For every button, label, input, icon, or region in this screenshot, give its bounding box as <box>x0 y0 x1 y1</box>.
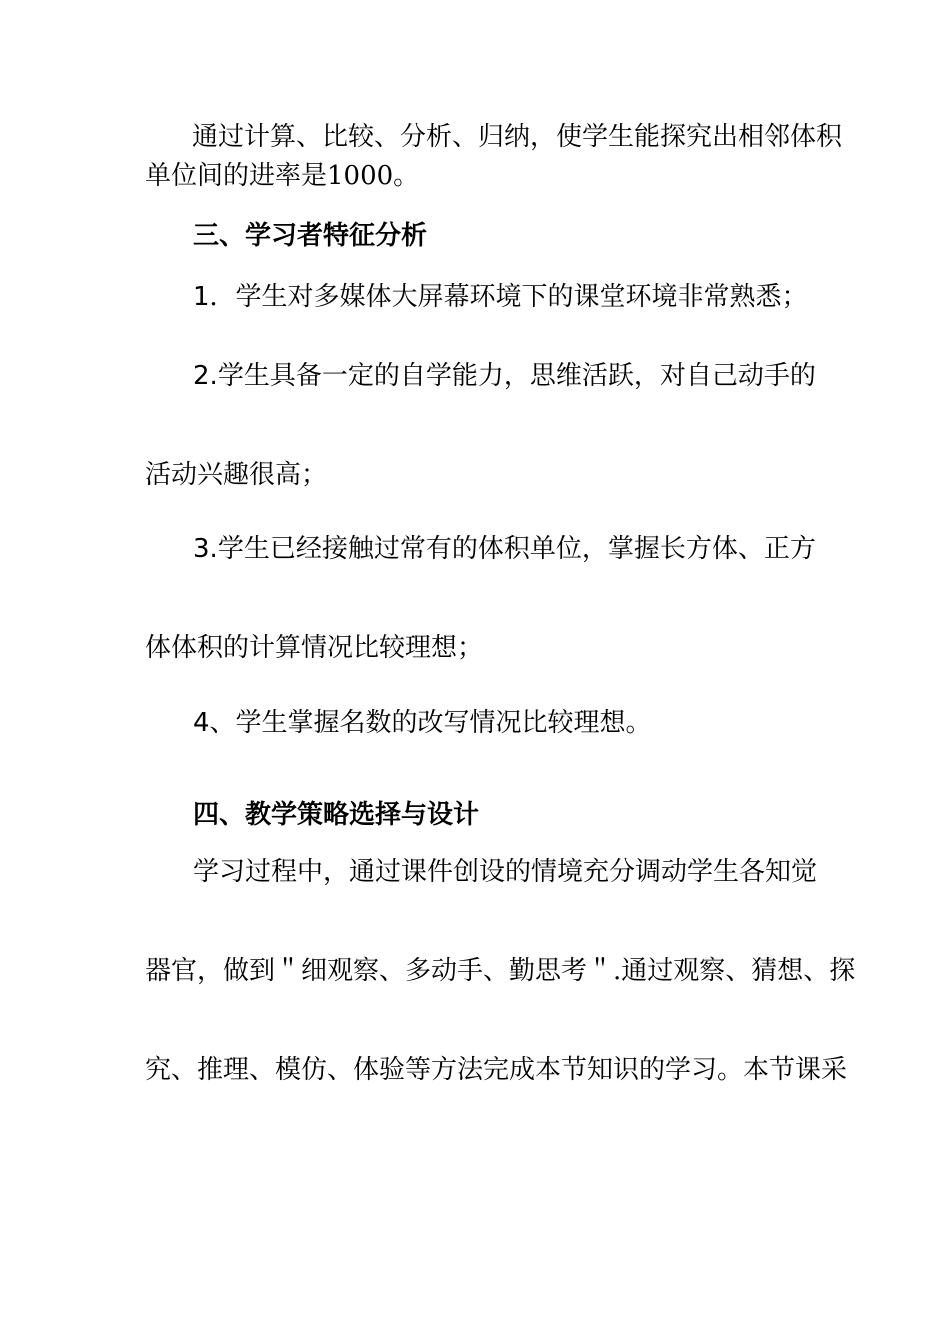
list-item-3 <box>193 531 816 567</box>
strategy-line-3: 究、推理、模仿、体验等方法完成本节知识的学习。本节课采 <box>145 1055 848 1085</box>
section-4-heading: 四、教学策略选择与设计 <box>193 800 480 830</box>
list-item-4 <box>193 705 652 741</box>
list-item-text: 学生已经接触过常有的体积单位，掌握长方体、正方 <box>217 534 816 564</box>
list-item-text: 学生具备一定的自学能力，思维活跃，对自己动手的 <box>217 361 816 391</box>
list-item-number: 2. <box>193 361 218 391</box>
list-item-2-continuation: 活动兴趣很高； <box>145 460 328 490</box>
list-item-number: 1． <box>193 282 236 312</box>
strategy-line-2: 器官，做到＂细观察、多动手、勤思考＂.通过观察、猜想、探 <box>145 956 856 986</box>
intro-line-1: 通过计算、比较、分析、归纳，使学生能探究出相邻体积 <box>192 122 843 152</box>
list-item-2 <box>193 358 816 394</box>
list-item-3-continuation: 体体积的计算情况比较理想； <box>145 633 484 663</box>
list-item-number: 4 <box>193 708 210 738</box>
list-item-1 <box>193 279 808 315</box>
intro-line-2: 单位间的进率是1000。 <box>145 161 420 191</box>
list-item-text: 、学生掌握名数的改写情况比较理想。 <box>209 708 652 738</box>
strategy-line-1: 学习过程中，通过课件创设的情境充分调动学生各知觉 <box>193 857 818 887</box>
section-3-heading: 三、学习者特征分析 <box>193 221 428 251</box>
list-item-number: 3. <box>193 534 218 564</box>
list-item-text: 学生对多媒体大屏幕环境下的课堂环境非常熟悉； <box>235 282 808 312</box>
